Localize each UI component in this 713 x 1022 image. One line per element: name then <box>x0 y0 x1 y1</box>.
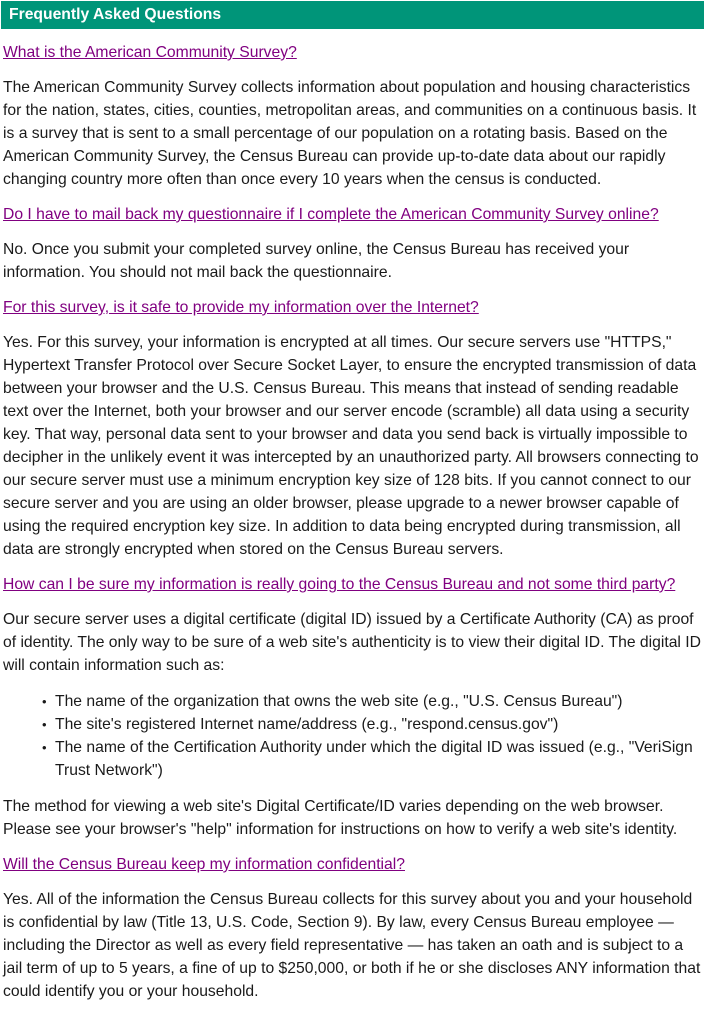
faq-answer-what-is-acs: The American Community Survey collects information about population and housing characteristics for the nation, states, cities, counties, metropolitan areas, and communities on a continuous basis. It is a survey that is sent to a small percentage of our population on a rotating basis. Based on the American Community Survey, the Census Bureau can provide up-to-date data about our rapidly changing country more often than once every 10 years when the census is conducted. <box>3 79 697 188</box>
faq-answer-third-party-outro: The method for viewing a web site's Digital Certificate/ID varies depending on the web browser. Please see your browser's "help" information for instructions on how to verify a web site's identity. <box>3 798 678 838</box>
faq-content <box>0 42 713 1022</box>
list-item-internet-address: • The site's registered Internet name/address (e.g., "respond.census.gov") <box>55 713 706 736</box>
faq-question-link-what-is-acs[interactable]: What is the American Community Survey? <box>3 44 297 61</box>
faq-question-link-confidentiality[interactable]: Will the Census Bureau keep my information confidential? <box>3 856 405 873</box>
list-item-organization-name: • The name of the organization that owns the web site (e.g., "U.S. Census Bureau") <box>55 690 706 713</box>
faq-page <box>0 1 713 1022</box>
faq-answer-mail-back: No. Once you submit your completed survey online, the Census Bureau has received your information. You should not mail back the questionnaire. <box>3 241 630 281</box>
list-item-certification-authority: • The name of the Certification Authority under which the digital ID was issued (e.g., "VeriSign Trust Network") <box>55 736 706 782</box>
digital-id-bullet-list <box>3 690 706 782</box>
faq-question-link-internet-safety[interactable]: For this survey, is it safe to provide my information over the Internet? <box>3 299 479 316</box>
faq-answer-internet-safety: Yes. For this survey, your information is encrypted at all times. Our secure servers use "HTTPS," Hypertext Transfer Protocol over Secure Socket Layer, to ensure the encrypted transmission of data between your browser and the U.S. Census Bureau. This means that instead of sending readable text over the Internet, both your browser and our server encode (scramble) all data using a security key. That way, personal data sent to your browser and data you send back is virtually impossible to decipher in the unlikely event it was intercepted by an unauthorized party. All browsers connecting to our secure server must use a minimum encryption key size of 128 bits. If you cannot connect to our secure server and you are using an older browser, please upgrade to a newer browser capable of using the required encryption key size. In addition to data being encrypted during transmission, all data are strongly encrypted when stored on the Census Bureau servers. <box>3 334 699 558</box>
faq-answer-third-party-intro: Our secure server uses a digital certificate (digital ID) issued by a Certificate Authority (CA) as proof of identity. The only way to be sure of a web site's authenticity is to view their digital ID. The digital ID will contain information such as: <box>3 611 701 674</box>
faq-answer-confidentiality: Yes. All of the information the Census Bureau collects for this survey about you and your household is confidential by law (Title 13, U.S. Code, Section 9). By law, every Census Bureau employee — including the Director as well as every field representative — has taken an oath and is subject to a jail term of up to 5 years, a fine of up to $250,000, or both if he or she discloses ANY information that could identify you or your household. <box>3 891 701 1000</box>
faq-question-link-third-party[interactable]: How can I be sure my information is really going to the Census Bureau and not some third party? <box>3 576 676 593</box>
page-title: Frequently Asked Questions <box>9 6 222 23</box>
page-header <box>1 1 704 29</box>
faq-question-link-mail-back[interactable]: Do I have to mail back my questionnaire if I complete the American Community Survey online? <box>3 206 659 223</box>
